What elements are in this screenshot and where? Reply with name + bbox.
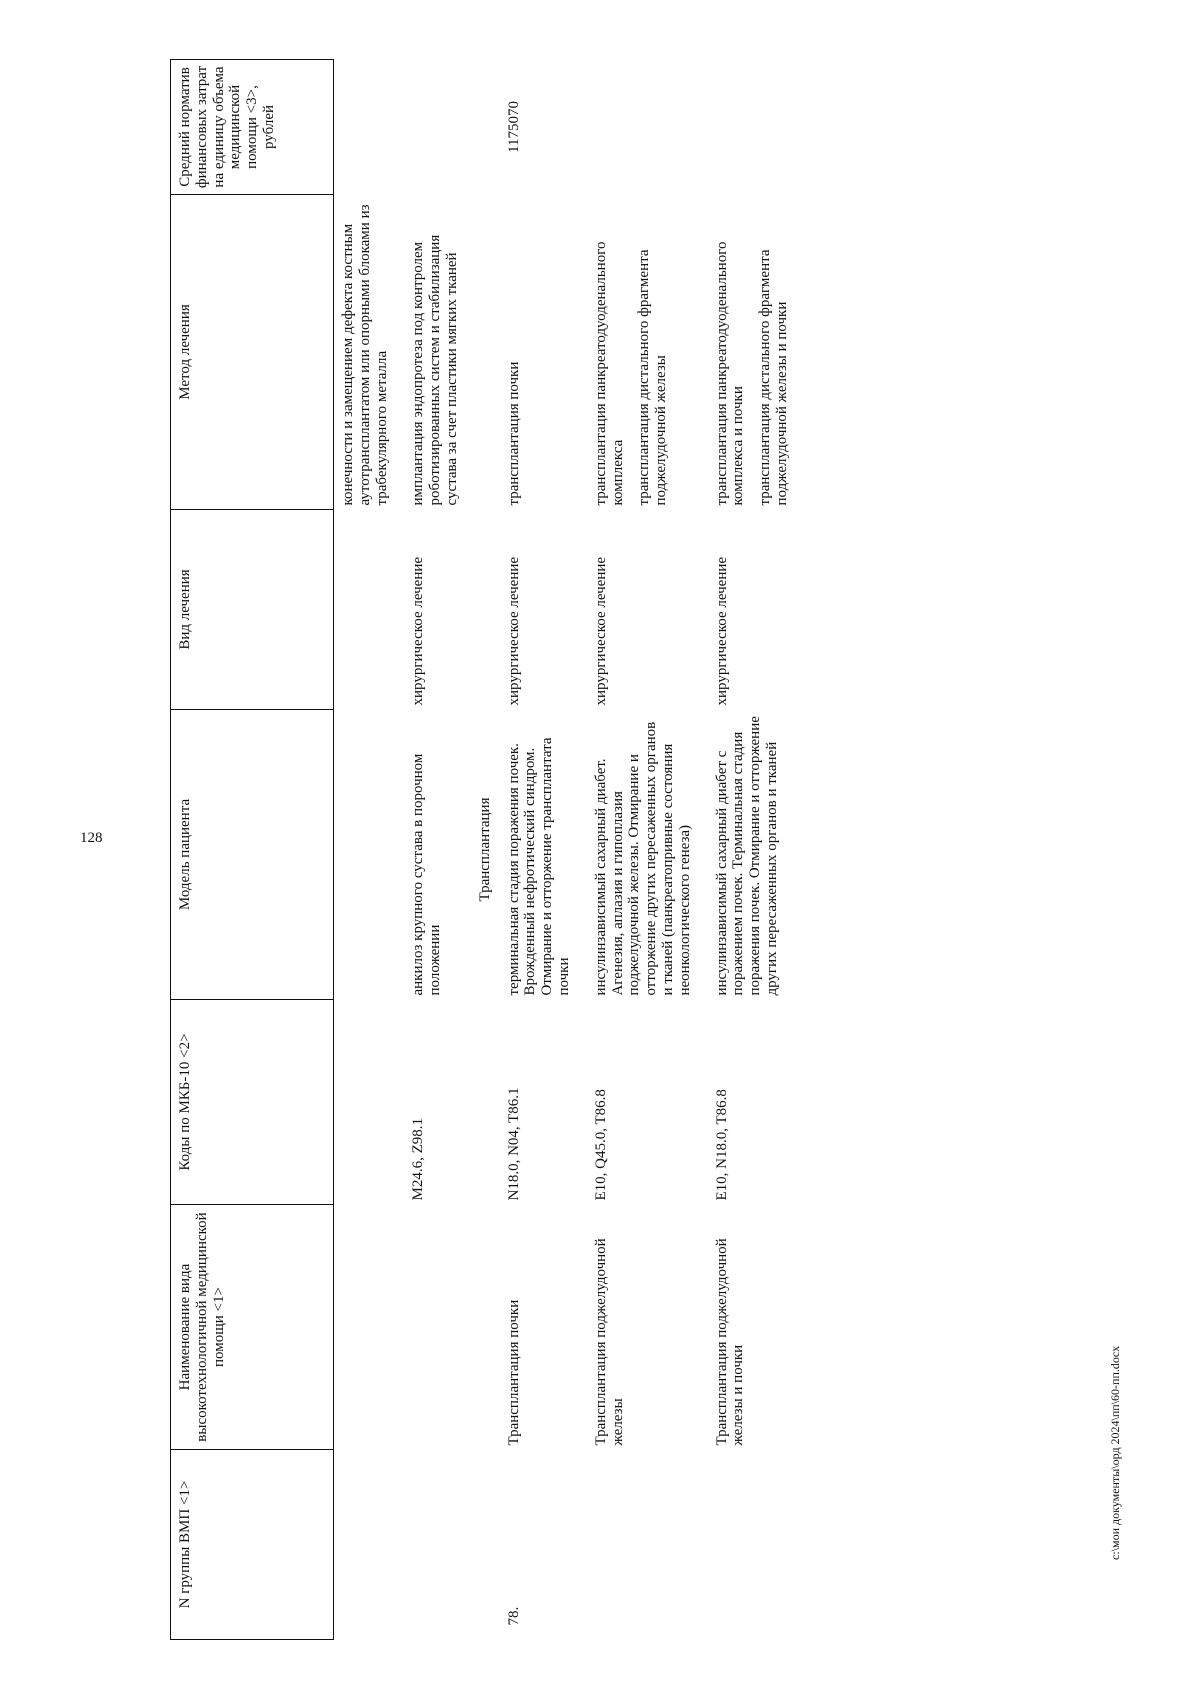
model-cell: анкилоз крупного сустава в порочном положении [410, 753, 444, 996]
model-cell: инсулинзависимый сахарный диабет с поражением почек. Терминальная стадия поражения почек. Отмирание и отторжение других пересаженных органов и тканей [713, 716, 780, 996]
method-text: трансплантация дистального фрагмента поджелудочной железы и почки [757, 249, 790, 506]
method-text: трансплантация почки [505, 361, 522, 506]
method-text: трансплантация панкреатодуоденального комплекса [592, 241, 626, 506]
cost-cell: 1175070 [505, 101, 522, 153]
care-type-name-cell: Трансплантация почки [505, 1299, 522, 1446]
vmp-table [170, 59, 805, 1640]
header-icd-codes: Коды по МКБ-10 <2> [171, 1000, 334, 1205]
header-cost-standard: Средний норматив финансовых затрат на единицу объема медицинской помощи <3>, рублей [171, 60, 334, 195]
method-cell [334, 195, 405, 510]
header-treatment-method: Метод лечения [171, 195, 334, 510]
treatment-cell: хирургическое лечение [592, 556, 609, 706]
method-cell [404, 195, 474, 510]
group-number-cell [708, 1450, 805, 1640]
care-type-name-cell: Трансплантация поджелудочной железы [592, 1238, 626, 1446]
codes-cell: E10, N18.0, T86.8 [713, 1089, 730, 1201]
model-cell: терминальная стадия поражения почек. Врожденный нефротический синдром. Отмирание и отторжение трансплантата почки [505, 737, 572, 996]
header-group-number: N группы ВМП <1> [171, 1450, 334, 1640]
method-text: трансплантация панкреатодуоденального комплекса и почки [713, 241, 747, 506]
header-patient-model: Модель пациента [171, 710, 334, 1000]
method-cell [708, 195, 805, 510]
model-cell: инсулинзависимый сахарный диабет. Агенезия, аплазия и гипоплазия поджелудочной железы. Отмирание и отторжение других пересаженных органов и тканей (панкреатопривные состояния неонкологического генеза) [592, 721, 693, 996]
cost-cell [587, 60, 708, 195]
group-number-cell [587, 1450, 708, 1640]
page-number: 128 [80, 830, 103, 846]
codes-cell: M24.6, Z98.1 [410, 1118, 427, 1201]
codes-cell: N18.0, N04, T86.1 [505, 1087, 522, 1201]
table-row [334, 60, 405, 1640]
treatment-cell: хирургическое лечение [410, 556, 427, 706]
header-treatment-type: Вид лечения [171, 510, 334, 710]
cost-cell [708, 60, 805, 195]
method-cell [500, 195, 587, 510]
codes-cell: E10, Q45.0, T86.8 [592, 1089, 609, 1201]
header-row [171, 60, 334, 1640]
footer-file-path: c:\мои документы\орд 2024\пп\60-пп.docx [1108, 1345, 1122, 1560]
rotated-page [170, 60, 1180, 1640]
table-row [500, 60, 587, 1640]
group-number-cell: 78. [505, 1606, 522, 1626]
care-type-name-cell: Трансплантация поджелудочной железы и почки [713, 1238, 747, 1446]
method-text: конечности и замещением дефекта костным аутотрансплантатом или опорными блоками из трабекулярного металла [340, 204, 390, 506]
treatment-cell: хирургическое лечение [505, 556, 522, 706]
header-care-type-name: Наименование вида высокотехнологичной медицинской помощи <1> [171, 1205, 334, 1450]
table-row [708, 60, 805, 1640]
table-row [587, 60, 708, 1640]
section-title: Трансплантация [476, 797, 493, 902]
method-cell [587, 195, 708, 510]
treatment-cell: хирургическое лечение [713, 556, 730, 706]
method-text: трансплантация дистального фрагмента поджелудочной железы [636, 249, 670, 506]
method-text: имплантация эндопротеза под контролем роботизированных систем и стабилизация сустава за счет пластики мягких тканей [410, 234, 460, 506]
section-row [475, 60, 500, 1640]
table-row [404, 60, 474, 1640]
